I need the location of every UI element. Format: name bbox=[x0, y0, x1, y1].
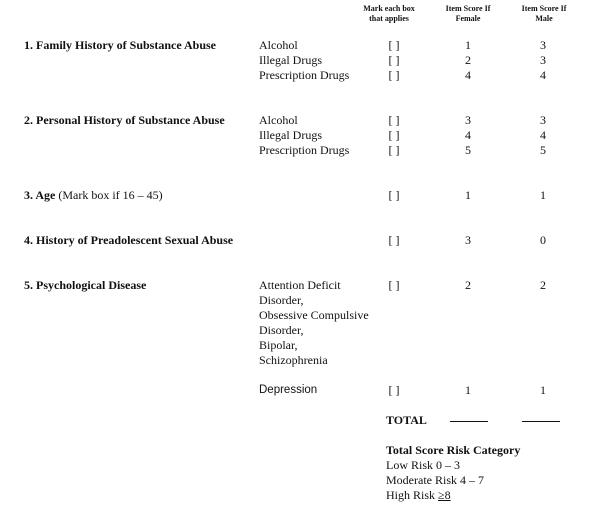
row-label-line: Attention Deficit bbox=[259, 278, 341, 292]
row-label: Prescription Drugs bbox=[259, 143, 350, 157]
male-score: 1 bbox=[540, 188, 546, 202]
row-label-line: Disorder, bbox=[259, 293, 304, 307]
female-score: 3 bbox=[465, 233, 471, 247]
male-score: 1 bbox=[540, 383, 546, 397]
checkbox[interactable]: [ ] bbox=[388, 188, 400, 202]
header-female-score: Item Score If Female bbox=[445, 4, 491, 23]
section-5-title: 5. Psychological Disease bbox=[24, 278, 147, 292]
row-label: Illegal Drugs bbox=[259, 53, 322, 67]
section-3-title-row bbox=[24, 188, 163, 203]
male-score: 3 bbox=[540, 53, 546, 67]
male-score: 2 bbox=[540, 278, 546, 292]
section-3-title: 3. Age bbox=[24, 188, 56, 202]
female-score: 4 bbox=[465, 68, 471, 82]
female-score: 4 bbox=[465, 128, 471, 142]
total-label: TOTAL bbox=[386, 413, 427, 427]
section-1-title: 1. Family History of Substance Abuse bbox=[24, 38, 217, 52]
risk-low: Low Risk 0 – 3 bbox=[386, 458, 461, 472]
row-label: Prescription Drugs bbox=[259, 68, 350, 82]
risk-title: Total Score Risk Category bbox=[386, 443, 521, 457]
row-label: Alcohol bbox=[259, 38, 298, 52]
section-4-title: 4. History of Preadolescent Sexual Abuse bbox=[24, 233, 234, 247]
female-score: 1 bbox=[465, 188, 471, 202]
row-label: Alcohol bbox=[259, 113, 298, 127]
checkbox[interactable]: [ ] bbox=[388, 53, 400, 67]
row-label-line: Schizophrenia bbox=[259, 353, 328, 367]
checkbox[interactable]: [ ] bbox=[388, 38, 400, 52]
female-score: 1 bbox=[465, 383, 471, 397]
checkbox[interactable]: [ ] bbox=[388, 143, 400, 157]
male-score: 3 bbox=[540, 113, 546, 127]
checkbox[interactable]: [ ] bbox=[388, 128, 400, 142]
risk-high-label: High Risk bbox=[386, 488, 436, 502]
row-label-line: Obsessive Compulsive bbox=[259, 308, 369, 322]
male-score: 0 bbox=[540, 233, 546, 247]
risk-high bbox=[386, 488, 451, 503]
checkbox[interactable]: [ ] bbox=[388, 113, 400, 127]
row-label-line: Disorder, bbox=[259, 323, 304, 337]
female-score: 1 bbox=[465, 38, 471, 52]
female-score: 3 bbox=[465, 113, 471, 127]
male-score: 5 bbox=[540, 143, 546, 157]
total-male-line bbox=[522, 421, 560, 422]
female-score: 2 bbox=[465, 53, 471, 67]
header-mark-each: Mark each box that applies bbox=[363, 4, 415, 23]
checkbox[interactable]: [ ] bbox=[388, 383, 400, 397]
checkbox[interactable]: [ ] bbox=[388, 278, 400, 292]
section-3-note: (Mark box if 16 – 45) bbox=[58, 188, 163, 202]
total-female-line bbox=[450, 421, 488, 422]
risk-moderate: Moderate Risk 4 – 7 bbox=[386, 473, 484, 487]
male-score: 3 bbox=[540, 38, 546, 52]
female-score: 2 bbox=[465, 278, 471, 292]
female-score: 5 bbox=[465, 143, 471, 157]
section-2-title: 2. Personal History of Substance Abuse bbox=[24, 113, 225, 127]
male-score: 4 bbox=[540, 128, 546, 142]
header-male-score: Item Score If Male bbox=[521, 4, 567, 23]
checkbox[interactable]: [ ] bbox=[388, 233, 400, 247]
checkbox[interactable]: [ ] bbox=[388, 68, 400, 82]
row-label-line: Bipolar, bbox=[259, 338, 298, 352]
row-label: Illegal Drugs bbox=[259, 128, 322, 142]
male-score: 4 bbox=[540, 68, 546, 82]
risk-high-value: ≥8 bbox=[438, 488, 451, 502]
row-label: Depression bbox=[259, 384, 318, 396]
